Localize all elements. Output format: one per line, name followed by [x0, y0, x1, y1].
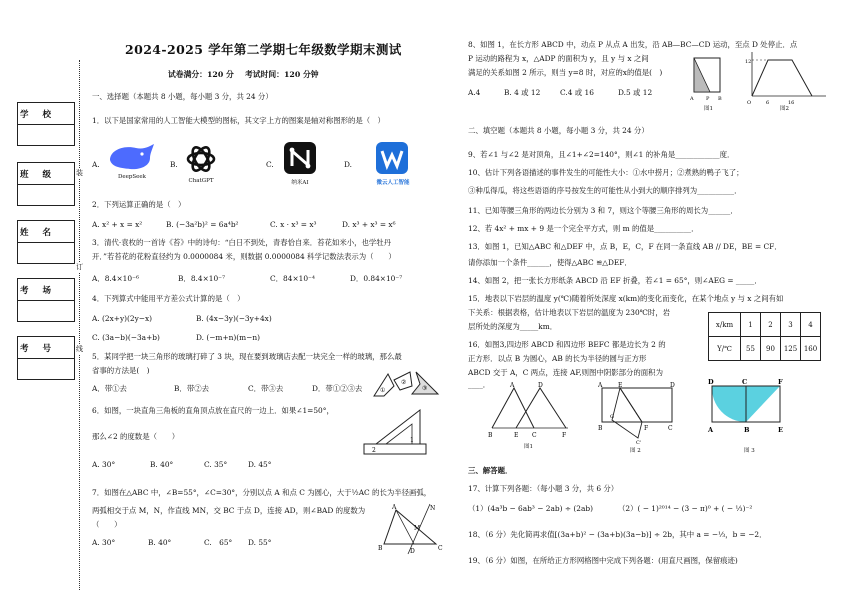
q5-broken-glass-figure [372, 366, 442, 398]
svg-text:P: P [706, 96, 710, 102]
q8-text-line2: P 运动的路程为 x，△ADP 的面积为 y，且 y 与 x 之间 [468, 54, 649, 63]
svg-text:F: F [644, 425, 649, 432]
q3-opt-c: C．84×10⁻⁴ [270, 274, 315, 283]
table-header-cell: x/km [709, 313, 741, 337]
q16-figure-3-squares [706, 378, 786, 442]
q6-text-line1: 6．如图，一块直角三角板的直角顶点放在直尺的一边上．如果∠1=50°， [92, 406, 334, 415]
q6-opt-c: C. 35° [204, 460, 228, 469]
q1-caption-deepseek: DeepSeek [117, 174, 147, 180]
q4-opt-a: A. (2x+y)(2y−x) [92, 314, 153, 323]
svg-text:2: 2 [372, 447, 376, 454]
q16-text-line4: ____． [468, 380, 491, 389]
svg-text:B: B [718, 96, 722, 102]
svg-text:A: A [690, 96, 694, 102]
school-divider [17, 124, 75, 125]
q8-opt-b: B. 4 或 12 [504, 88, 541, 97]
q4-opt-b: B. (4x−3y)(−3y+4x) [196, 314, 272, 323]
number-divider [17, 358, 75, 359]
table-header-cell: 1 [741, 313, 761, 337]
fig-caption-2: 图 2 [630, 448, 641, 454]
svg-text:G: G [610, 414, 614, 420]
svg-text:16: 16 [788, 100, 795, 106]
q17-part-2: （2）( − 1)²⁰¹⁴ − (3 − π)⁰ + ( − ⅓)⁻² [618, 504, 753, 513]
table-header-cell: 2 [761, 313, 781, 337]
q16-text-line1: 16．如图3,四边形 ABCD 和四边形 BEFC 都是边长为 2 的 [468, 340, 666, 349]
q3-opt-a: A．8.4×10⁻⁶ [92, 274, 139, 283]
section-2-heading: 二、填空题（本题共 8 小题，每小题 3 分，共 24 分） [468, 126, 649, 135]
q2-opt-a: A. x² + x = x² [92, 220, 143, 229]
svg-text:A: A [708, 426, 714, 434]
table-row [709, 337, 821, 361]
margin-char-2: 订 [76, 263, 83, 271]
q2-opt-b: B. (−3a²b)² = 6a⁴b² [166, 220, 239, 229]
q5-text-line2: 省事的方法是( ) [92, 366, 150, 375]
q7-text-line1: 7．如图在△ABC 中，∠B=55°，∠C=30°，分别以点 A 和点 C 为圆心，大于½AC 的长为半径画弧， [92, 488, 432, 497]
q8-figure-2-graph [742, 50, 830, 106]
q14-text: 14、如图 2，把一张长方形纸条 ABCD 沿 EF 折叠，若∠1 = 65°，则∠AEG = _____． [468, 276, 762, 285]
svg-text:O: O [747, 100, 752, 106]
table-cell: 160 [801, 337, 821, 361]
svg-text:D: D [708, 378, 714, 386]
q10-text-line2: ③种瓜得瓜，将这些语语的序号按发生的可能性从小到大的顺序排列为__________． [468, 186, 742, 195]
q13-text-line1: 13．如图 1，已知△ABC 和△DEF 中，点 B，E，C，F 在同一条直线 AB // DE，BE = CF． [468, 242, 782, 251]
section-1-heading: 一、选择题（本题共 8 小题，每小题 3 分，共 24 分） [92, 92, 273, 101]
q8-opt-c: C.4 或 16 [560, 88, 594, 97]
svg-text:D: D [538, 382, 543, 389]
q1-caption-weiyun: 微云人工智能 [376, 180, 410, 186]
q8-opt-d: D.5 或 12 [618, 88, 653, 97]
svg-text:A: A [510, 382, 515, 389]
table-cell: 125 [781, 337, 801, 361]
margin-char-3: 线 [76, 345, 83, 353]
q12-text: 12、若 4x² + mx + 9 是一个完全平方式，则 m 的值是__________． [468, 224, 699, 233]
q5-text-line1: 5．某同学把一块三角形的玻璃打碎了 3 块，现在要到玻璃店去配一块完全一样的玻璃，那么最 [92, 352, 402, 361]
svg-text:③: ③ [422, 385, 428, 392]
svg-text:C: C [742, 378, 748, 386]
q13-text-line2: 请你添加一个条件______，使得△ABC ≌△DEF． [468, 258, 632, 267]
q8-fig1-caption: 图1 [704, 106, 713, 112]
q4-text: 4．下列算式中能用平方差公式计算的是（ ） [92, 294, 245, 303]
svg-text:F: F [778, 378, 783, 386]
q13-figure-1-triangles [486, 380, 572, 442]
svg-text:B: B [598, 425, 603, 432]
table-header-cell: 3 [781, 313, 801, 337]
q15-text-line1: 15．地表以下岩层的温度 y(℃)随着所处深度 x(km)的变化而变化，在某个地点 y 与 x 之间有如 [468, 294, 784, 303]
score-info: 试卷满分：120 分 [168, 70, 234, 79]
svg-text:B: B [378, 545, 383, 552]
table-header-cell: 4 [801, 313, 821, 337]
svg-text:N: N [430, 505, 436, 512]
svg-text:C: C [438, 545, 443, 552]
room-label: 考场 [20, 286, 66, 296]
svg-text:B: B [744, 426, 750, 434]
q18-text: 18、（6 分）先化简再求值[(3a+b)² − (3a+b)(3a−b)] ÷ 2b，其中 a = −⅓，b = −2． [468, 530, 767, 539]
svg-text:C: C [668, 425, 673, 432]
w-glyph-icon [382, 151, 402, 166]
q1-opt-a: A. [92, 160, 100, 169]
svg-text:F: F [562, 432, 567, 439]
n-glyph-icon [292, 150, 308, 166]
q1-opt-d: D. [344, 160, 353, 169]
q17-text: 17、计算下列各题：（每小题 3 分，共 6 分） [468, 484, 619, 493]
svg-text:A: A [598, 382, 603, 389]
q7-text-line2: 两弧相交于点 M，N，作直线 MN，交 BC 于点 D，连接 AD，则∠BAD 的度数为 [92, 506, 366, 515]
q7-opt-b: B. 40° [148, 538, 172, 547]
q15-data-table [708, 312, 821, 361]
time-info: 考试时间：120 分钟 [245, 70, 319, 79]
binding-dotted-line [79, 60, 80, 590]
q7-opt-a: A. 30° [92, 538, 116, 547]
q5-opt-d: D．带①②③去 [312, 384, 363, 393]
q6-ruler-triangle-figure [362, 406, 432, 460]
weiyun-ai-logo [376, 142, 408, 174]
page-title: 2024-2025 学年第二学期七年级数学期末测试 [125, 42, 402, 57]
table-cell: Y/℃ [709, 337, 741, 361]
openai-knot-icon [188, 145, 214, 174]
q2-opt-c: C. x · x³ = x³ [270, 220, 317, 229]
q3-opt-d: D．0.84×10⁻⁷ [350, 274, 403, 283]
q6-opt-b: B. 40° [150, 460, 174, 469]
q1-opt-c: C. [266, 160, 274, 169]
fig-caption-3: 图 3 [744, 448, 755, 454]
q8-figure-1-rectangle [690, 54, 726, 104]
table-cell: 90 [761, 337, 781, 361]
q8-opt-a: A.4 [468, 88, 481, 97]
name-divider [17, 242, 75, 243]
svg-text:E: E [514, 432, 519, 439]
q11-text: 11、已知等腰三角形的两边长分别为 3 和 7，则这个等腰三角形的周长为______． [468, 206, 738, 215]
svg-text:②: ② [401, 379, 407, 386]
svg-text:E: E [618, 382, 623, 389]
q4-opt-d: D. (−m+n)(m−n) [196, 333, 261, 342]
svg-text:C: C [532, 432, 537, 439]
svg-text:D: D [410, 548, 415, 555]
class-label: 班级 [20, 170, 66, 180]
q15-text-line2: 下关系：根据表格，估计地表以下岩层的温度为 230℃时，岩 [468, 308, 671, 317]
q2-text: 2．下列运算正确的是（ ） [92, 200, 186, 209]
svg-text:12: 12 [745, 59, 752, 65]
q1-caption-chatgpt: ChatGPT [188, 178, 214, 184]
fig-caption-1: 图1 [524, 444, 533, 450]
q6-text-line2: 那么∠2 的度数是（ ） [92, 432, 180, 441]
room-divider [17, 300, 75, 301]
nami-ai-logo [284, 142, 316, 174]
q14-figure-2-folded-strip [598, 380, 678, 446]
table-row [709, 313, 821, 337]
table-cell: 55 [741, 337, 761, 361]
svg-text:B: B [488, 432, 493, 439]
q7-opt-c: C. 65° [204, 538, 233, 547]
svg-text:E: E [778, 426, 783, 434]
q1-text: 1．以下是国家常用的人工智能大模型的图标，其文字上方的图案是轴对称图形的是（ ） [92, 116, 385, 125]
q8-text-line3: 满足的关系如图 2 所示，则当 y=8 时，对应的x的值是( ) [468, 68, 663, 77]
school-label: 学校 [20, 110, 66, 120]
svg-text:1: 1 [410, 437, 414, 444]
q5-opt-b: B．带②去 [174, 384, 209, 393]
number-label: 考号 [20, 344, 66, 354]
chatgpt-logo [184, 142, 218, 176]
q16-text-line2: 正方形．以点 B 为圆心，AB 的长为半径的圆与正方形 [468, 354, 647, 363]
q3-opt-b: B．8.4×10⁻⁷ [178, 274, 226, 283]
q7-triangle-figure [378, 500, 448, 556]
q6-opt-a: A. 30° [92, 460, 116, 469]
q1-caption-nami: 纳米AI [291, 180, 309, 186]
q4-opt-c: C. (3a−b)(−3a+b) [92, 333, 160, 342]
q7-text-line3: （ ） [92, 520, 122, 529]
q1-opt-b: B. [170, 160, 178, 169]
q5-opt-a: A．带①去 [92, 384, 127, 393]
q2-opt-d: D. x³ + x³ = x⁶ [342, 220, 396, 229]
class-divider [17, 184, 75, 185]
q6-opt-d: D. 45° [248, 460, 272, 469]
deepseek-logo [106, 142, 158, 172]
svg-text:D: D [670, 382, 675, 389]
q17-part-1: （1）(4a³b − 6ab³ − 2ab) ÷ (2ab) [468, 504, 593, 513]
q7-opt-d: D. 55° [248, 538, 272, 547]
q10-text-line1: 10、估计下列各语描述的事件发生的可能性大小：①水中捞月；②煮熟的鸭子飞了； [468, 168, 744, 177]
name-label: 姓名 [20, 228, 66, 238]
q3-text-line2: 开．”若苔花的花粉直径约为 0.0000084 米，则数据 0.0000084 科学记数法表示为（ ） [92, 252, 396, 261]
svg-text:A: A [392, 504, 397, 511]
q16-text-line3: ABCD 交于 A，C 两点，连接 AF,则图中阴影部分的面积为 [468, 368, 663, 377]
svg-text:①: ① [380, 387, 386, 394]
q9-text: 9、若∠1 与∠2 是对顶角，且∠1+∠2=140°，则∠1 的补角是____________度． [468, 150, 735, 159]
q3-text-line1: 3．清代·袁枚的一首诗《苔》中的诗句：“白日不到处，青春恰自来．苔花如米小，也学牡丹 [92, 238, 392, 247]
margin-char-1: 装 [76, 169, 83, 177]
svg-text:C': C' [636, 440, 642, 446]
q8-text-line1: 8、如图 1，在长方形 ABCD 中，动点 P 从点 A 出发，沿 AB—BC—CD 运动，至点 D 处停止．点 [468, 40, 798, 49]
q19-text: 19、（6 分）如图，在所给正方形网格图中完成下列各题：(用直尺画图，保留痕迹) [468, 556, 738, 565]
q15-text-line3: 层所处的深度为_____km． [468, 322, 558, 331]
q8-fig2-caption: 图2 [780, 106, 789, 112]
svg-text:M: M [414, 525, 421, 532]
q5-opt-c: C．带③去 [248, 384, 284, 393]
whale-icon [110, 144, 154, 169]
svg-text:6: 6 [766, 100, 770, 106]
section-3-heading: 三、解答题． [468, 466, 513, 475]
